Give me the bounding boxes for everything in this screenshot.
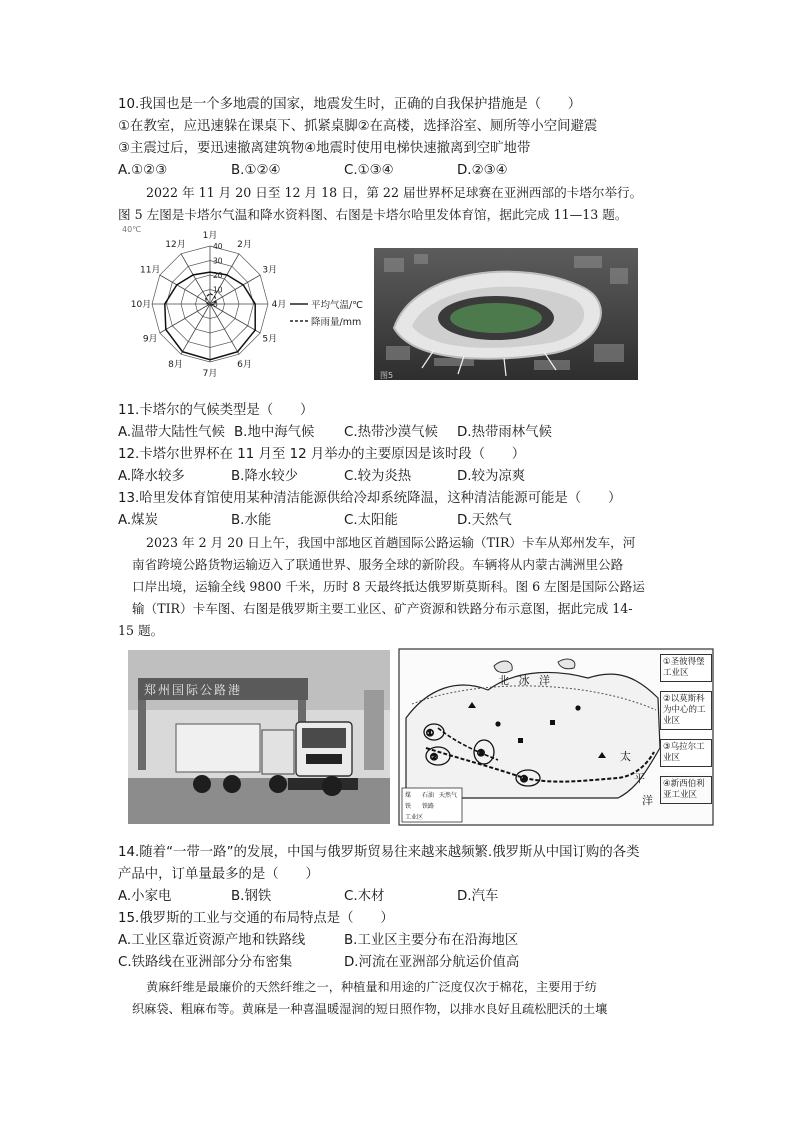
legend-oil: 石油 — [422, 792, 435, 799]
month-label: 6月 — [237, 359, 252, 370]
month-label: 5月 — [262, 334, 278, 345]
intro3-line1: 黄麻纤维是最廉价的天然纤维之一，种植量和用途的广泛度仅次于棉花，主要用于纺 — [146, 980, 597, 994]
legend-precip: 降雨量/mm — [311, 317, 362, 328]
q10-line3: ③主震过后，要迅速撤离建筑物④地震时使用电梯快速撤离到空旷地带 — [118, 141, 531, 156]
q10-option-a[interactable]: A.①②③ — [118, 163, 168, 178]
q15-option-c[interactable]: C.铁路线在亚洲部分分布密集 — [118, 955, 293, 970]
chart-legend — [290, 299, 363, 328]
radar-plot — [131, 230, 287, 379]
q15-option-a[interactable]: A.工业区靠近资源产地和铁路线 — [118, 933, 306, 948]
intro2-line3: 口岸出境，运输全线 9800 千米，历时 8 天最终抵达俄罗斯莫斯科。图 6 左图是国际公路运 — [132, 579, 645, 594]
q11-option-a[interactable]: A.温带大陆性气候 — [118, 425, 225, 440]
q11-option-b[interactable]: B.地中海气候 — [234, 425, 315, 440]
intro2-line1: 2023 年 2 月 20 日上午，我国中部地区首趟国际公路运输（TIR）卡车从郑州发车，河 — [146, 535, 636, 550]
q13-option-a[interactable]: A.煤炭 — [118, 513, 158, 528]
month-label: 4月 — [271, 300, 287, 310]
month-label: 10月 — [130, 300, 152, 310]
q15-option-b[interactable]: B.工业区主要分布在沿海地区 — [344, 933, 519, 948]
q12-option-a[interactable]: A.降水较多 — [118, 469, 185, 484]
month-label: 3月 — [262, 265, 278, 276]
ocean-label: 北 冰 洋 — [498, 674, 553, 687]
q13-option-b[interactable]: B.水能 — [231, 513, 272, 528]
pacific-char-2: 平 — [634, 772, 645, 785]
climate-chart — [118, 226, 370, 386]
russia-map — [398, 648, 714, 826]
q13-stem: 13.哈里发体育馆使用某种清洁能源供给冷却系统降温，这种清洁能源可能是（ ） — [118, 491, 622, 506]
q14-option-b[interactable]: B.钢铁 — [231, 889, 272, 904]
svg-text:③: ③ — [477, 749, 486, 759]
q11-stem: 11.卡塔尔的气候类型是（ ） — [118, 403, 314, 418]
q15-stem: 15.俄罗斯的工业与交通的布局特点是（ ） — [118, 911, 394, 926]
q14-stem-line1: 14.随着“一带一路”的发展，中国与俄罗斯贸易往来越来越频繁.俄罗斯从中国订购的各类 — [118, 845, 640, 860]
legend-gas: 天然气 — [439, 792, 458, 799]
month-label: 9月 — [142, 334, 158, 345]
q10-option-c[interactable]: C.①③④ — [344, 163, 394, 178]
month-label: 7月 — [202, 369, 218, 379]
legend-temp: 平均气温/℃ — [311, 300, 363, 311]
q11-option-c[interactable]: C.热带沙漠气候 — [344, 425, 438, 440]
region-4: ④新西伯利亚工业区 — [660, 776, 712, 804]
svg-text:②: ② — [430, 753, 439, 763]
intro1-line2: 图 5 左图是卡塔尔气温和降水资料图、右图是卡塔尔哈里发体育馆，据此完成 11—13 题。 — [118, 207, 628, 222]
intro3-line2: 织麻袋、粗麻布等。黄麻是一种喜温暖湿润的短日照作物，以排水良好且疏松肥沃的土壤 — [132, 1002, 608, 1016]
month-label: 11月 — [139, 265, 161, 276]
month-label: 8月 — [168, 359, 183, 370]
pacific-char-1: 太 — [620, 750, 631, 763]
q12-option-d[interactable]: D.较为凉爽 — [457, 469, 526, 484]
intro2-line5: 15 题。 — [118, 623, 164, 638]
radial-tick-label: 30 — [213, 256, 223, 266]
intro2-line4: 输（TIR）卡车图、右图是俄罗斯主要工业区、矿产资源和铁路分布示意图，据此完成 14- — [132, 601, 633, 616]
q13-option-d[interactable]: D.天然气 — [457, 513, 512, 528]
legend-industry: 工业区 — [405, 814, 424, 821]
legend-iron: 铁 — [405, 803, 412, 810]
region-list — [660, 654, 712, 804]
q14-stem-line2: 产品中，订单量最多的是（ ） — [118, 867, 319, 882]
q13-option-c[interactable]: C.太阳能 — [344, 513, 398, 528]
q12-option-c[interactable]: C.较为炎热 — [344, 469, 412, 484]
intro2-line2: 南省跨境公路货物运输迈入了联通世界、服务全球的新阶段。车辆将从内蒙古满洲里公路 — [132, 557, 624, 572]
legend-rail: 铁路 — [422, 803, 435, 810]
q12-stem: 12.卡塔尔世界杯在 11 月至 12 月举办的主要原因是该时段（ ） — [118, 447, 526, 462]
stadium-photo — [374, 248, 638, 380]
chart-top-label: 40℃ — [122, 226, 142, 234]
q10-line2: ①在教室，应迅速躲在课桌下、抓紧桌脚②在高楼，选择浴室、厕所等小空间避震 — [118, 119, 598, 134]
region-2: ②以莫斯科为中心的工业区 — [660, 691, 712, 730]
month-label: 12月 — [165, 240, 186, 251]
pacific-char-3: 洋 — [642, 794, 653, 807]
q15-option-d[interactable]: D.河流在亚洲部分航运价值高 — [344, 955, 520, 970]
month-label: 1月 — [202, 231, 218, 241]
truck-photo — [128, 650, 390, 824]
q11-option-d[interactable]: D.热带雨林气候 — [457, 425, 552, 440]
legend-coal: 煤 — [405, 792, 412, 799]
q14-option-a[interactable]: A.小家电 — [118, 889, 172, 904]
svg-text:④: ④ — [520, 775, 529, 785]
q14-option-d[interactable]: D.汽车 — [457, 889, 499, 904]
radial-tick-label: 0 — [213, 300, 218, 309]
q10-option-d[interactable]: D.②③④ — [457, 163, 508, 178]
radial-tick-label: 10 — [213, 285, 223, 295]
q14-option-c[interactable]: C.木材 — [344, 889, 385, 904]
intro1-line1: 2022 年 11 月 20 日至 12 月 18 日，第 22 届世界杯足球赛在亚洲西部的卡塔尔举行。 — [146, 185, 643, 200]
region-3: ③乌拉尔工业区 — [660, 739, 712, 767]
radial-tick-label: 20 — [213, 271, 223, 280]
q10-option-b[interactable]: B.①②④ — [231, 163, 281, 178]
radial-tick-label: 40 — [213, 242, 223, 251]
q10-stem: 10.我国也是一个多地震的国家，地震发生时，正确的自我保护措施是（ ） — [118, 97, 582, 112]
stadium-caption: 图5 — [380, 371, 394, 380]
truck-sign-text: 郑州国际公路港 — [144, 683, 243, 697]
svg-text:①: ① — [426, 729, 435, 739]
region-1: ①圣彼得堡工业区 — [660, 654, 712, 682]
q12-option-b[interactable]: B.降水较少 — [231, 469, 299, 484]
month-label: 2月 — [237, 240, 252, 251]
